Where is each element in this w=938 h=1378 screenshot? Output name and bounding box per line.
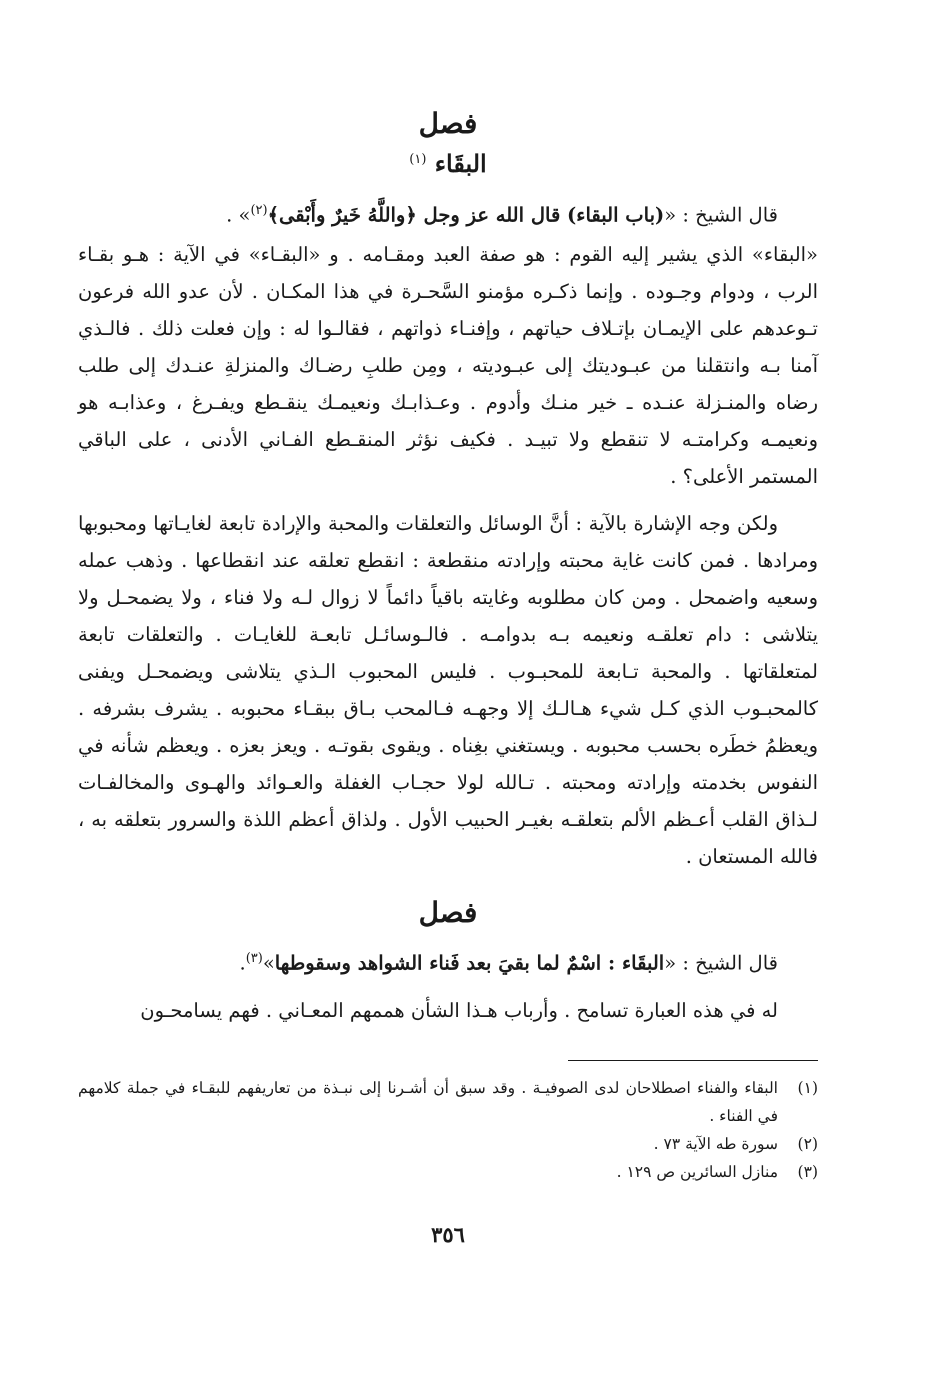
subtitle-text: البقَاء: [434, 149, 487, 178]
footnote-number: (٢): [797, 1135, 818, 1153]
quote-lead-2: قال الشيخ : «: [664, 951, 778, 975]
paragraph-quote-2: [78, 940, 818, 982]
footnote-number: (١): [797, 1079, 818, 1097]
footnote-item: [78, 1074, 818, 1130]
paragraph-commentary-1: «البقاء» الذي يشير إليه القوم : هو صفة العبد ومقـامه . و «البقـاء» في الآية : هـو بقـاء الرب ، ودوام وجـوده . وإنما ذكـره مؤمنو السَّحـرة في هذا المكـان . لأن عدو الله فرعون تـوعدهم على الإيمـان بإتـلاف حياتهم ، وإفنـاء ذواتهم ، فقالـوا له : وإن فعلت ذلك . فالـذي آمنا بـه وانتقلنا من عبـوديتك إلى عبـوديته ، ومِن طلبِ رضـاك والمنزلةِ عنـدك إلى طلب رضاه والمنـزلة عنـده ـ خير منـك وأدوم . وعـذابـك ونعيمـك ينقـطع ويفـرغ ، وعذابـه هو ونعيمـه وكرامتـه لا تنقطع ولا تبيـد . فكيف نؤثر المنقـطع الفـاني الأدنى ، على الباقي المستمر الأعلى؟ .: [78, 243, 818, 488]
footnote-text: البقاء والفناء اصطلاحان لدى الصوفيـة . وقد سبق أن أشـرنا إلى نبـذة من تعاريفهم للبقـاء في جملة كلامهم في الفناء .: [78, 1079, 778, 1125]
footnote-ref-1: (١): [409, 152, 427, 167]
footnote-text: منازل السائرين ص ١٢٩ .: [616, 1163, 778, 1181]
quote-tail-2: »: [262, 951, 275, 975]
quote-text-bold-2: البقَاء : اسْمٌ لما بقيَ بعد فَناء الشواهد وسقوطها: [274, 951, 665, 975]
footnotes: [78, 1074, 818, 1186]
page-number: ٣٥٦: [431, 1222, 465, 1247]
quote-lead: قال الشيخ : «: [664, 203, 778, 227]
quote-text-bold: (باب البقاء) قال الله عز وجل ﴿واللَّهُ خَيرٌ وأَبْقى﴾: [267, 203, 665, 227]
section-subtitle: [78, 142, 818, 182]
footnote-item: [78, 1158, 818, 1186]
section-title: فصل: [418, 107, 478, 140]
footnote-number: (٣): [797, 1163, 818, 1181]
footnote-divider: [568, 1060, 818, 1061]
section-title-2: فصل: [418, 896, 478, 929]
footnote-ref-3: (٣): [245, 951, 263, 966]
footnote-text: سورة طه الآية ٧٣ .: [653, 1135, 778, 1153]
book-page: [78, 0, 818, 1378]
paragraph-commentary-3: له في هذه العبارة تسامح . وأرباب هـذا الشأن هممهم المعـاني . فهم يسامحـون: [140, 999, 778, 1022]
quote-tail: » .: [226, 203, 251, 227]
footnote-item: [78, 1130, 818, 1158]
paragraph-commentary-2: ولكن وجه الإشارة بالآية : أنَّ الوسائل والتعلقات والمحبة والإرادة تابعة لغايـاتها ومحبوبها ومرادها . فمن كانت غاية محبته وإرادته منقطعة : انقطع تعلقه عند انقطاعها . وذهب عمله وسعيه واضمحل . ومن كان مطلوبه وغايته باقياً دائماً لا زوال لـه ولا فناء ، ولا يضمحـل ولا يتلاشى : دام تعلقـه ونعيمه بـه بدوامـه . فالـوسائـل تابعـة للغايـات . والتعلقات تابعة لمتعلقاتها . والمحبة تـابعة للمحبـوب . فليس المحبوب الـذي يتلاشى ويضمحـل ويفنى كالمحبـوب الذي كـل شيء هـالـك إلا وجهـه فـالمحب بـاق ببقـاء محبوبه . يشرف بشرفه . ويعظمُ خطَره بحسب محبوبه . ويستغني بغِناه . ويقوى بقوتـه . ويعز بعزه . ويعظم شأنه في النفوس بخدمته وإرادته ومحبته . تـالله لولا حجـاب الغفلة والعـوائد والهـوى والمخالفـات لـذاق القلب أعـظم الألم بتعلقـه بغيـر الحبيب الأول . ولذاق أعظم اللذة والسرور بتعلقه به ، فالله المستعان .: [78, 512, 818, 868]
footnote-ref-2: (٢): [250, 203, 268, 218]
quote-end-2: .: [239, 951, 246, 975]
paragraph-quote-1: [78, 192, 818, 234]
